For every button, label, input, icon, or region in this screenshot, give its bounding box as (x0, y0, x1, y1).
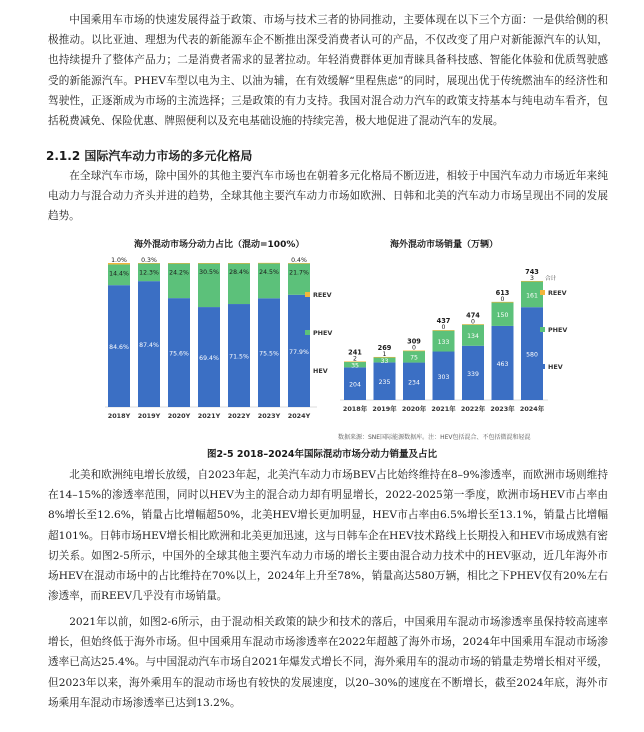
data-label-hev: 234 (408, 379, 420, 387)
percent-share-chart (105, 255, 335, 435)
data-label-phev: 150 (496, 311, 509, 319)
data-label-phev: 21.7% (289, 269, 309, 277)
sales-volume-chart (340, 255, 610, 435)
legend-swatch-phev (305, 330, 310, 335)
x-tick-label: 2023Y (257, 412, 281, 420)
data-label-hev: 204 (349, 381, 361, 389)
data-label-phev: 12.3% (139, 269, 159, 277)
section-heading: 2.1.2 国际汽车动力市场的多元化格局 (46, 149, 253, 163)
legend-swatch-phev (540, 327, 545, 332)
data-label-phev: 161 (526, 292, 538, 300)
data-label-reev: 2 (353, 355, 357, 363)
right-chart-title: 海外混动市场销量（万辆） (390, 240, 499, 250)
data-label-phev: 134 (467, 333, 479, 341)
bar-reev-2020y (168, 263, 190, 264)
bar-reev-2021y (198, 263, 220, 264)
total-label: 743 (525, 267, 539, 276)
x-tick-label: 2021年 (431, 405, 456, 413)
x-tick-label: 2020年 (401, 405, 427, 413)
legend-label-hev: HEV (313, 367, 328, 375)
data-label-reev: 1.0% (111, 257, 127, 264)
legend-label-hev: HEV (548, 363, 563, 371)
left-chart-title: 海外混动市场分动力占比（混动=100%） (134, 240, 305, 250)
x-tick-label: 2018Y (107, 412, 131, 420)
data-label-reev: 0 (500, 295, 505, 303)
legend-label-phev: PHEV (313, 329, 333, 337)
data-label-reev: 3 (530, 274, 534, 282)
x-tick-label: 2022年 (460, 405, 486, 413)
x-tick-label: 2018年 (342, 405, 368, 413)
paragraph-na-eu-trends: 北美和欧洲纯电增长放缓，自2023年起，北美汽车动力市场BEV占比始终维持在8–9%渗透率，而欧洲市场则维持在14–15%的渗透率范围，同时以HEV为主的混合动力却有明显增长，2022-2025第一季度，欧洲市场HEV市占率由8%增长至12.6%，销量占比增幅超50%，北美HEV增长更加明显，HEV市占率由6.5%增长至13.1%，销量占比增幅超101%。日韩市场HEV增长相比欧洲和北美更加迅速，这与日韩车企在HEV技术路线上长期投入和HEV市场成熟有密切关系。如图2-5所示，中国外的全球其他主要汽车动力市场的增长主要由混合动力技术中的HEV驱动，近几年海外市场HEV在混动市场中的占比维持在70%以上，2024年上升至78%，销量高达580万辆，相比之下PHEV仅有20%左右渗透率，而REEV几乎没有市场销量。 (48, 469, 608, 603)
data-label-hev: 463 (496, 360, 509, 368)
x-tick-label: 2019Y (137, 412, 161, 420)
data-label-phev: 33 (380, 357, 389, 365)
data-label-phev: 75 (410, 354, 418, 362)
x-tick-label: 2019年 (372, 405, 397, 413)
data-label-reev: 0 (441, 324, 446, 332)
x-tick-label: 2024Y (287, 412, 311, 420)
data-label-phev: 24.5% (259, 269, 279, 276)
bar-reev-2023y (258, 263, 280, 264)
paragraph-intro-drivers: 中国乘用车市场的快速发展得益于政策、市场与技术三者的协同推动，主要体现在以下三个方面：一是供给侧的积极推动。以比亚迪、理想为代表的新能源车企不断推出深受消费者认可的产品，不仅改变了用户对新能源汽车的认知，也持续提升了整体产品力；二是消费者需求的显著拉动。年轻消费群体更加青睐具备科技感、智能化体验和优质驾驶感受的新能源汽车。PHEV车型以电为主、以油为辅，在有效缓解“里程焦虑”的同时，展现出优于传统燃油车的经济性和驾驶性，正逐渐成为市场的主流选择；三是政策的有力支持。我国对混合动力汽车的政策支持基本与纯电动车看齐，包括税费减免、保险优惠、牌照便利以及充电基础设施的持续完善，极大地促进了混动汽车的发展。 (48, 14, 608, 128)
source-note: 数据来源：SNE国际能源数据库。注：HEV包括混合、不包括微混和轻混 (338, 434, 531, 441)
total-label: 474 (466, 311, 480, 320)
data-label-phev: 30.5% (199, 269, 219, 277)
legend-swatch-hev (540, 364, 545, 369)
data-label-hev: 235 (378, 379, 391, 387)
data-label-phev: 24.2% (169, 269, 189, 277)
paragraph-global-market: 在全球汽车市场，除中国外的其他主要汽车市场也在朝着多元化格局不断迈进，相较于中国汽车动力市场近年来纯电动力与混合动力齐头并进的趋势，全球其他主要汽车动力市场如欧洲、日韩和北美的汽车动力市场呈现出不同的发展趋势。 (48, 170, 608, 223)
data-label-hev: 303 (437, 373, 450, 381)
data-label-hev: 84.6% (109, 344, 129, 352)
data-label-hev: 77.9% (289, 348, 309, 356)
data-label-hev: 87.4% (139, 342, 159, 350)
x-tick-label: 2021Y (197, 412, 221, 420)
total-legend-label: 合计 (545, 276, 557, 283)
data-label-hev: 75.6% (169, 350, 189, 358)
data-label-reev: 1 (382, 350, 387, 358)
legend-label-reev: REEV (313, 291, 332, 299)
data-label-phev: 35 (351, 362, 359, 370)
data-label-reev: 0.4% (291, 257, 307, 264)
total-label: 309 (407, 337, 421, 346)
paragraph-china-vs-overseas: 2021年以前，如图2-6所示，由于混动相关政策的缺少和技术的落后，中国乘用车混动市场渗透率虽保持较高速率增长，但始终低于海外市场。但中国乘用车混动市场渗透率在2022年超越了海外市场，2024年中国乘用车混动市场渗透率已高达25.4%。与中国混动汽车市场自2021年爆发式增长不同，海外乘用车的混动市场的销量走势增长相对平缓，但2023年以来，海外乘用车的混动市场也有较快的发展速度，以20–30%的速度在不断增长，截至2024年底，海外市场乘用车混动市场渗透率已达到13.2%。 (48, 616, 608, 709)
legend-swatch-reev (540, 290, 545, 295)
x-tick-label: 2020Y (167, 412, 191, 420)
x-tick-label: 2022Y (227, 412, 251, 420)
x-tick-label: 2023年 (490, 405, 515, 413)
legend-label-reev: REEV (548, 289, 567, 297)
total-label: 241 (348, 348, 362, 357)
total-label: 613 (495, 288, 510, 297)
data-label-hev: 580 (526, 351, 538, 359)
data-label-reev: 0.3% (141, 257, 157, 264)
x-tick-label: 2024年 (519, 405, 545, 413)
data-label-reev: 0 (412, 344, 416, 352)
data-label-reev: 0 (471, 318, 475, 326)
data-label-phev: 28.4% (229, 269, 249, 277)
data-label-phev: 14.4% (109, 270, 129, 278)
data-label-hev: 339 (467, 370, 479, 378)
bar-phev-2024y (288, 264, 310, 295)
data-label-hev: 75.5% (259, 350, 279, 358)
legend-label-phev: PHEV (548, 326, 568, 334)
data-label-phev: 133 (437, 338, 450, 346)
legend-swatch-hev (305, 368, 310, 373)
total-label: 269 (377, 343, 392, 352)
legend-swatch-reev (305, 292, 310, 297)
data-label-hev: 69.4% (199, 355, 219, 363)
figure-caption: 图2-5 2018–2024年国际混动市场分动力销量及占比 (206, 449, 438, 460)
data-label-hev: 71.5% (229, 353, 249, 361)
bar-reev-2022y (228, 263, 250, 264)
total-label: 437 (436, 317, 451, 326)
